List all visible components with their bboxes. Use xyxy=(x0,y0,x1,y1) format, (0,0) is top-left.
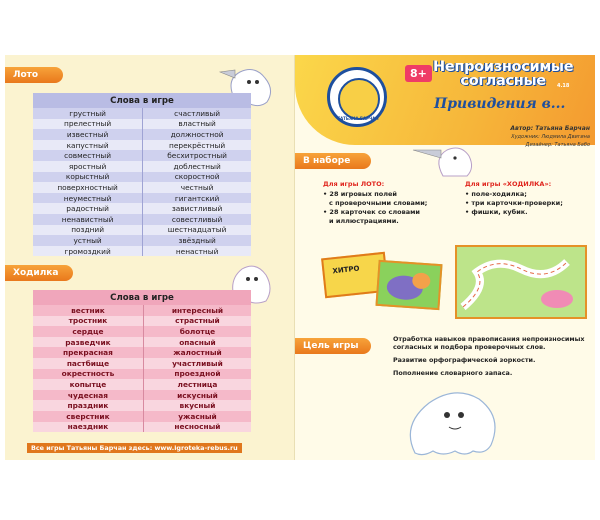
publisher-logo xyxy=(327,67,387,127)
word-cell: поверхностный xyxy=(33,182,143,193)
table-row xyxy=(33,411,251,422)
word-cell: копытце xyxy=(33,379,143,390)
hodilka-word-table xyxy=(33,290,251,432)
logo-emblem-icon xyxy=(338,78,380,120)
kit-hodilka-item: • поле-ходилка; xyxy=(465,190,527,198)
kit-lotto-item: • 28 игровых полей xyxy=(323,190,397,198)
table-row xyxy=(33,193,251,204)
large-ghost-illustration xyxy=(395,385,515,457)
word-cell: звёздный xyxy=(143,235,251,246)
footer-banner xyxy=(27,443,242,453)
word-cell: совестливый xyxy=(143,214,251,225)
fox-ghost-illustration xyxy=(378,262,441,308)
table-row xyxy=(33,182,251,193)
word-cell: капустный xyxy=(33,140,143,151)
table-row xyxy=(33,108,251,119)
goal-p2: Развитие орфографической зоркости. xyxy=(393,356,536,364)
kit-lotto-item: с проверочными словами; xyxy=(329,199,428,207)
table-row xyxy=(33,172,251,183)
word-cell: известный xyxy=(33,129,143,140)
word-cell: доблестный xyxy=(143,161,251,172)
table-row xyxy=(33,422,251,433)
word-cell: искусный xyxy=(143,390,251,401)
table-row xyxy=(33,358,251,369)
game-board xyxy=(455,245,587,319)
word-cell: разведчик xyxy=(33,337,143,348)
hodilka-tab: Ходилка xyxy=(5,265,73,281)
left-page xyxy=(5,55,295,460)
spread xyxy=(5,55,595,460)
word-cell: скоростной xyxy=(143,172,251,183)
cover-title-line1: Непроизносимые xyxy=(433,59,574,75)
word-cell: корыстный xyxy=(33,172,143,183)
word-cell: шестнадцатый xyxy=(143,225,251,236)
age-badge: 8+ xyxy=(405,65,432,82)
word-cell: ненастный xyxy=(143,246,251,257)
table-row xyxy=(33,305,251,316)
kit-lotto-item: и иллюстрациями. xyxy=(329,217,399,225)
kit-hodilka-item: • три карточки-проверки; xyxy=(465,199,563,207)
word-cell: пастбище xyxy=(33,358,143,369)
word-cell: вестник xyxy=(33,305,143,316)
word-cell: устный xyxy=(33,235,143,246)
word-cell: тростник xyxy=(33,316,143,327)
lotto-tab: Лото xyxy=(5,67,63,83)
table-row xyxy=(33,326,251,337)
table-row xyxy=(33,235,251,246)
ghost-trumpet-small-illustration xyxy=(403,140,483,180)
word-cell: яростный xyxy=(33,161,143,172)
table-row xyxy=(33,379,251,390)
footer-text: Все игры Татьяны Барчан здесь: xyxy=(31,444,153,452)
artist-credit: Художник: Людмила Двигина xyxy=(511,134,590,140)
designer-credit: Дизайнер: Татьяна Бабо xyxy=(525,142,590,148)
kit-hodilka-heading: Для игры «ХОДИЛКА»: xyxy=(465,180,552,188)
table-row xyxy=(33,129,251,140)
table-row xyxy=(33,214,251,225)
word-cell: совместный xyxy=(33,150,143,161)
table-row xyxy=(33,347,251,358)
table-row xyxy=(33,390,251,401)
word-cell: окрестность xyxy=(33,369,143,380)
cover-title-line2: согласные xyxy=(460,73,546,89)
kit-hodilka-item: • фишки, кубик. xyxy=(465,208,528,216)
word-cell: ужасный xyxy=(143,411,251,422)
picture-card xyxy=(375,260,442,310)
word-cell: гигантский xyxy=(143,193,251,204)
word-cell: страстный xyxy=(143,316,251,327)
kit-lotto-heading: Для игры ЛОТО: xyxy=(323,180,385,188)
word-cell: болотце xyxy=(143,326,251,337)
kit-tab: В наборе xyxy=(295,153,371,169)
word-cell: чудесная xyxy=(33,390,143,401)
word-cell: прекрасная xyxy=(33,347,143,358)
game-board-path-illustration xyxy=(457,247,585,317)
right-page xyxy=(295,55,595,460)
table-row xyxy=(33,225,251,236)
word-cell: интересный xyxy=(143,305,251,316)
author-credit: Автор: Татьяна Барчан xyxy=(510,125,590,132)
table-row xyxy=(33,316,251,327)
word-cell: прелестный xyxy=(33,119,143,130)
word-cell: завистливый xyxy=(143,203,251,214)
table-row xyxy=(33,119,251,130)
hodilka-table-header: Слова в игре xyxy=(33,290,251,305)
word-cell: громоздкий xyxy=(33,246,143,257)
word-cell: поздний xyxy=(33,225,143,236)
kit-hodilka-list xyxy=(465,190,563,217)
footer-url[interactable]: www.igroteka-rebus.ru xyxy=(154,444,238,452)
table-row xyxy=(33,150,251,161)
word-cell: бесхитростный xyxy=(143,150,251,161)
word-cell: неуместный xyxy=(33,193,143,204)
word-cell: праздник xyxy=(33,400,143,411)
table-row xyxy=(33,161,251,172)
goal-p1: Отработка навыков правописания непроизносимых согласных и подбора проверочных слов. xyxy=(393,335,585,351)
word-cell: счастливый xyxy=(143,108,251,119)
card-word: ХИТРО xyxy=(332,264,360,276)
word-cell: должностной xyxy=(143,129,251,140)
cover-title xyxy=(433,60,573,88)
goal-p3: Пополнение словарного запаса. xyxy=(393,369,513,377)
goal-text xyxy=(393,335,585,382)
word-cell: несносный xyxy=(143,422,251,433)
word-cell: перекрёстный xyxy=(143,140,251,151)
word-cell: жалостный xyxy=(143,347,251,358)
kit-lotto-item: • 28 карточек со словами xyxy=(323,208,420,216)
cover-subtitle: Привидения в... xyxy=(434,96,566,112)
table-row xyxy=(33,369,251,380)
word-cell: сердце xyxy=(33,326,143,337)
word-cell: властный xyxy=(143,119,251,130)
word-cell: проездной xyxy=(143,369,251,380)
word-cell: грустный xyxy=(33,108,143,119)
word-cell: сверстник xyxy=(33,411,143,422)
goal-tab: Цель игры xyxy=(295,338,371,354)
table-row xyxy=(33,246,251,257)
credits xyxy=(490,125,590,149)
word-cell: вкусный xyxy=(143,400,251,411)
word-cell: лестница xyxy=(143,379,251,390)
kit-lotto-list xyxy=(323,190,427,226)
table-row xyxy=(33,203,251,214)
word-cell: участливый xyxy=(143,358,251,369)
word-cell: ненавистный xyxy=(33,214,143,225)
table-row xyxy=(33,400,251,411)
logo-text: ТАТЬЯНА БАРЧАН xyxy=(337,116,379,121)
word-cell: наездник xyxy=(33,422,143,433)
series-number: 4.18 xyxy=(557,83,570,89)
lotto-table-header: Слова в игре xyxy=(33,93,251,108)
table-row xyxy=(33,140,251,151)
word-cell: радостный xyxy=(33,203,143,214)
word-cell: честный xyxy=(143,182,251,193)
table-row xyxy=(33,337,251,348)
lotto-word-table xyxy=(33,93,251,256)
word-cell: опасный xyxy=(143,337,251,348)
